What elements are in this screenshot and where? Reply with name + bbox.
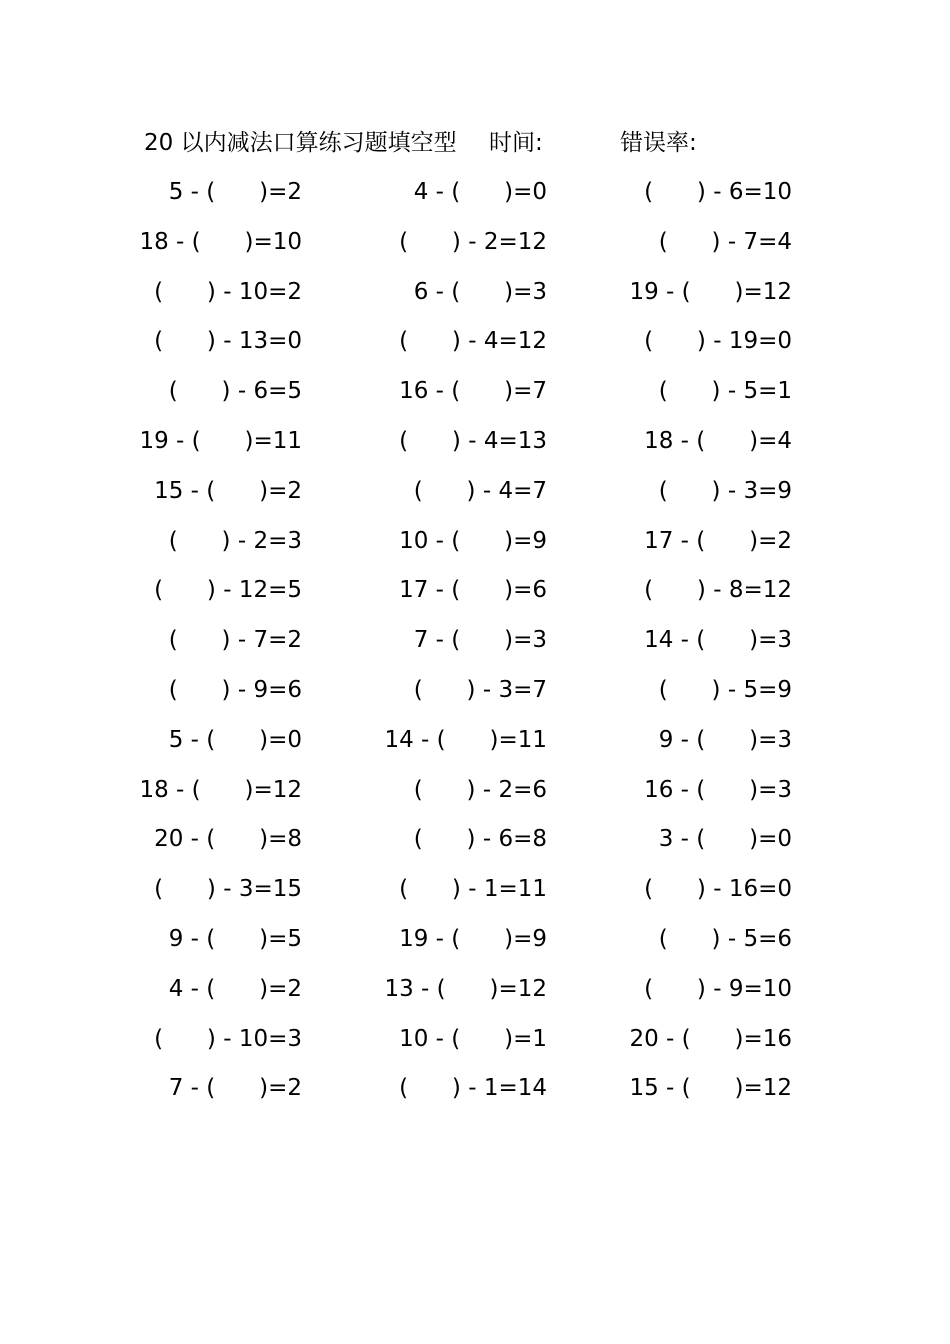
problem-cell[interactable]: ( ) - 8=12 [644, 577, 792, 604]
problem-cell[interactable]: ( ) - 12=5 [154, 577, 302, 604]
problem-cell[interactable]: ( ) - 4=7 [413, 477, 547, 504]
problem-cell[interactable]: 4 - ( )=0 [413, 179, 547, 205]
problem-cell[interactable]: ( ) - 10=3 [154, 1025, 302, 1052]
problem-row [0, 1019, 950, 1069]
problem-cell[interactable]: 16 - ( )=3 [644, 776, 792, 803]
problem-cell[interactable]: ( ) - 3=7 [413, 676, 547, 703]
problem-row [0, 770, 950, 820]
problem-row [0, 1068, 950, 1118]
time-label: 时间: [489, 130, 543, 156]
problem-cell[interactable]: ( ) - 2=3 [168, 527, 302, 554]
problem-cell[interactable]: 18 - ( )=10 [139, 228, 302, 255]
problem-cell[interactable]: ( ) - 7=4 [658, 228, 792, 255]
problem-row [0, 471, 950, 521]
problem-cell[interactable]: ( ) - 13=0 [154, 328, 302, 355]
problem-cell[interactable]: 17 - ( )=2 [644, 527, 792, 554]
problem-cell[interactable]: 19 - ( )=11 [139, 427, 302, 454]
problem-cell[interactable]: 9 - ( )=5 [168, 925, 302, 952]
problem-cell[interactable]: 16 - ( )=7 [399, 378, 547, 405]
problem-cell[interactable]: ( ) - 6=10 [644, 179, 792, 205]
problem-cell[interactable]: ( ) - 2=6 [413, 776, 547, 803]
problem-row [0, 172, 950, 222]
problem-cell[interactable]: 6 - ( )=3 [413, 278, 547, 305]
problem-cell[interactable]: ( ) - 7=2 [168, 627, 302, 654]
problem-cell[interactable]: 7 - ( )=2 [168, 1075, 302, 1102]
problem-cell[interactable]: 14 - ( )=3 [644, 627, 792, 654]
problem-cell[interactable]: ( ) - 2=12 [399, 228, 547, 255]
problem-cell[interactable]: 9 - ( )=3 [658, 726, 792, 753]
problem-cell[interactable]: 20 - ( )=8 [154, 826, 302, 853]
problem-cell[interactable]: ( ) - 9=6 [168, 676, 302, 703]
problem-row [0, 321, 950, 371]
problem-cell[interactable]: 18 - ( )=12 [139, 776, 302, 803]
problem-row [0, 869, 950, 919]
problem-cell[interactable]: 15 - ( )=2 [154, 477, 302, 504]
problem-cell[interactable]: ( ) - 3=15 [154, 876, 302, 903]
problem-row [0, 720, 950, 770]
problem-cell[interactable]: ( ) - 1=11 [399, 876, 547, 903]
worksheet-title: 20 以内减法口算练习题填空型 [144, 130, 457, 156]
problem-cell[interactable]: 15 - ( )=12 [629, 1075, 792, 1102]
problem-cell[interactable]: ( ) - 5=1 [658, 378, 792, 405]
problem-cell[interactable]: 5 - ( )=2 [168, 179, 302, 205]
problem-grid [0, 172, 950, 1118]
problem-cell[interactable]: ( ) - 10=2 [154, 278, 302, 305]
problem-cell[interactable]: 17 - ( )=6 [399, 577, 547, 604]
problem-cell[interactable]: 19 - ( )=12 [629, 278, 792, 305]
problem-cell[interactable]: 10 - ( )=1 [399, 1025, 547, 1052]
problem-row [0, 670, 950, 720]
problem-cell[interactable]: 19 - ( )=9 [399, 925, 547, 952]
problem-cell[interactable]: 3 - ( )=0 [658, 826, 792, 853]
problem-cell[interactable]: ( ) - 5=9 [658, 676, 792, 703]
problem-cell[interactable]: 7 - ( )=3 [413, 627, 547, 654]
problem-cell[interactable]: ( ) - 3=9 [658, 477, 792, 504]
error-rate-label: 错误率: [620, 130, 697, 156]
problem-cell[interactable]: 4 - ( )=2 [168, 975, 302, 1002]
problem-cell[interactable]: 5 - ( )=0 [168, 726, 302, 753]
problem-cell[interactable]: ( ) - 1=14 [399, 1075, 547, 1102]
problem-cell[interactable]: 10 - ( )=9 [399, 527, 547, 554]
problem-row [0, 570, 950, 620]
problem-row [0, 969, 950, 1019]
problem-row [0, 919, 950, 969]
problem-cell[interactable]: 20 - ( )=16 [629, 1025, 792, 1052]
problem-cell[interactable]: ( ) - 6=5 [168, 378, 302, 405]
problem-cell[interactable]: 13 - ( )=12 [384, 975, 547, 1002]
problem-cell[interactable]: ( ) - 5=6 [658, 925, 792, 952]
problem-cell[interactable]: 18 - ( )=4 [644, 427, 792, 454]
problem-row [0, 421, 950, 471]
problem-cell[interactable]: ( ) - 6=8 [413, 826, 547, 853]
problem-row [0, 371, 950, 421]
problem-row [0, 620, 950, 670]
problem-cell[interactable]: 14 - ( )=11 [384, 726, 547, 753]
problem-row [0, 272, 950, 322]
problem-cell[interactable]: ( ) - 4=13 [399, 427, 547, 454]
problem-cell[interactable]: ( ) - 9=10 [644, 975, 792, 1002]
problem-cell[interactable]: ( ) - 4=12 [399, 328, 547, 355]
problem-cell[interactable]: ( ) - 19=0 [644, 328, 792, 355]
problem-row [0, 521, 950, 571]
problem-cell[interactable]: ( ) - 16=0 [644, 876, 792, 903]
problem-row [0, 819, 950, 869]
problem-row [0, 222, 950, 272]
